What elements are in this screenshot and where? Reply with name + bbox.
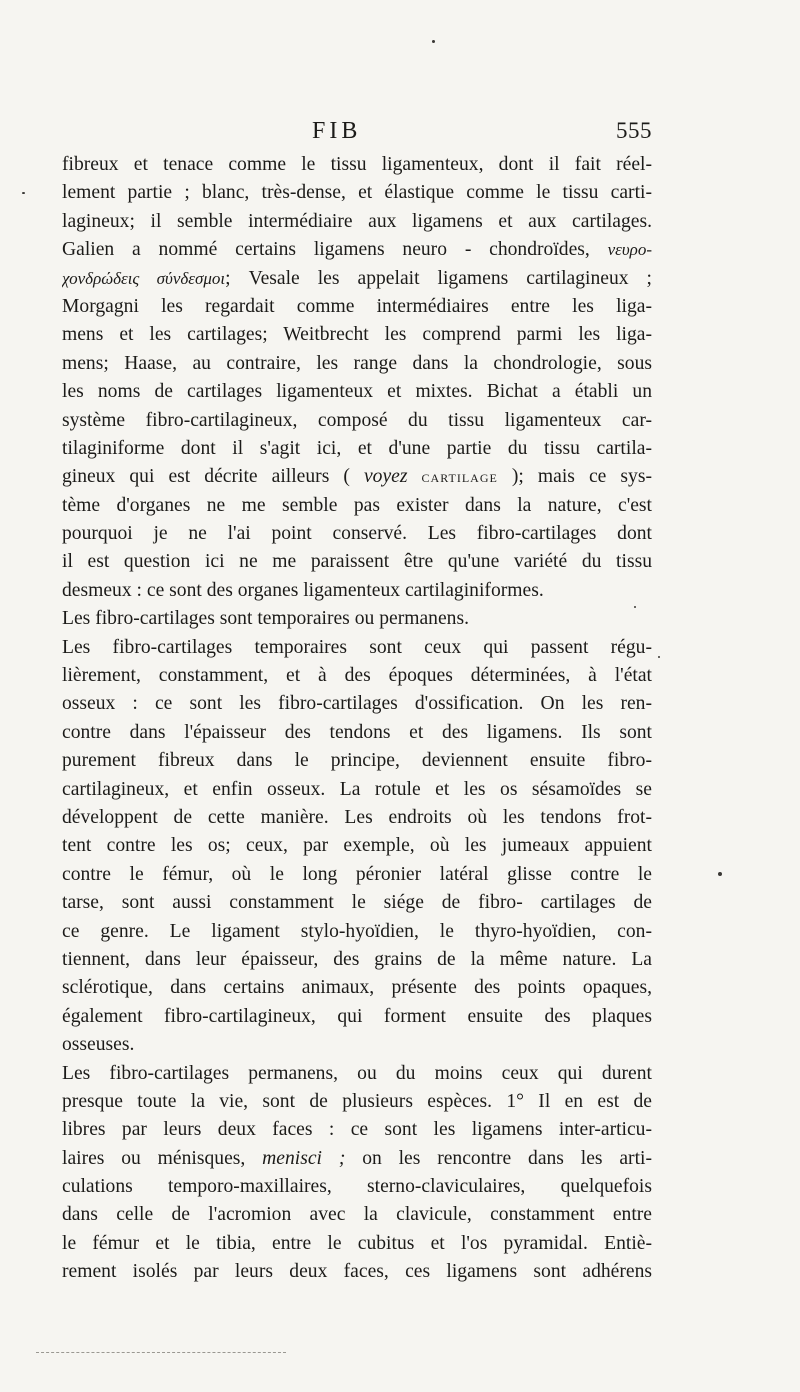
text-segment: libres par leurs deux faces : ce sont les ligamens inter-articu- <box>62 1119 652 1141</box>
text-segment: cartilage <box>421 467 498 487</box>
text-line <box>62 179 652 207</box>
text-segment: νευρο- <box>607 240 652 260</box>
text-line <box>62 1116 652 1144</box>
text-line <box>62 208 652 236</box>
text-line <box>62 435 652 463</box>
text-line <box>62 1088 652 1116</box>
text-line <box>62 407 652 435</box>
text-line <box>62 378 652 406</box>
page-number: 555 <box>616 118 652 143</box>
text-line <box>62 321 652 349</box>
text-segment: laires ou ménisques, <box>62 1147 263 1169</box>
text-segment: Les fibro-cartilages permanens, ou du moins ceux qui durent <box>62 1062 652 1084</box>
text-line <box>62 1201 652 1229</box>
text-segment: purement fibreux dans le principe, deviennent ensuite fibro- <box>62 750 652 772</box>
running-head: FIB <box>312 118 362 144</box>
text-segment: Galien a nommé certains ligamens neuro - chondroïdes, <box>62 239 608 261</box>
text-segment: tent contre les os; ceux, par exemple, où les jumeaux appuient <box>62 835 652 857</box>
text-segment: ; Vesale les appelait ligamens cartilagineux ; <box>225 267 652 289</box>
text-line <box>62 1173 652 1201</box>
text-line <box>62 634 652 662</box>
text-line <box>62 662 652 690</box>
text-segment: Les fibro-cartilages sont temporaires ou permanens. <box>62 608 469 630</box>
text-segment: cartilagineux, et enfin osseux. La rotule et les os sésamoïdes se <box>62 778 652 800</box>
text-line <box>62 1230 652 1258</box>
text-line <box>62 946 652 974</box>
text-segment: osseux : ce sont les fibro-cartilages d'ossification. On les ren- <box>62 693 652 715</box>
ink-speck <box>658 656 660 658</box>
ink-speck <box>22 192 25 194</box>
text-line <box>62 1060 652 1088</box>
text-line <box>62 265 652 293</box>
text-segment: tilaginiforme dont il s'agit ici, et d'une partie du tissu cartila- <box>62 437 652 459</box>
text-segment: il est question ici ne me paraissent être qu'une variété du tissu <box>62 551 652 573</box>
text-segment: lagineux; il semble intermédiaire aux ligamens et aux cartilages. <box>62 210 652 232</box>
text-line <box>62 719 652 747</box>
text-segment: sclérotique, dans certains animaux, présente des points opaques, <box>62 977 652 999</box>
text-line <box>62 293 652 321</box>
text-segment: contre dans l'épaisseur des tendons et des ligamens. Ils sont <box>62 721 652 743</box>
text-segment: tarse, sont aussi constamment le siége de fibro- cartilages de <box>62 892 652 914</box>
text-line <box>62 1003 652 1031</box>
scan-artifact-rule <box>36 1352 286 1353</box>
text-segment: presque toute la vie, sont de plusieurs espèces. 1° Il en est de <box>62 1090 652 1112</box>
text-line <box>62 577 652 605</box>
text-segment: développent de cette manière. Les endroits où les tendons frot- <box>62 806 652 828</box>
text-segment: culations temporo-maxillaires, sterno-claviculaires, quelquefois <box>62 1176 652 1198</box>
text-line <box>62 918 652 946</box>
text-line <box>62 492 652 520</box>
text-segment: contre le fémur, où le long péronier latéral glisse contre le <box>62 863 652 885</box>
text-segment: voyez <box>363 466 408 488</box>
page-header <box>62 118 652 154</box>
text-segment: desmeux : ce sont des organes ligamenteux cartilaginiformes. <box>62 579 544 601</box>
text-segment: on les rencontre dans les arti- <box>345 1147 652 1169</box>
text-segment: mens; Haase, au contraire, les range dans la chondrologie, sous <box>62 352 652 374</box>
text-segment: ); mais ce sys- <box>497 466 652 488</box>
text-line <box>62 1145 652 1173</box>
ink-speck <box>718 872 722 876</box>
text-segment: gineux qui est décrite ailleurs ( <box>62 466 364 488</box>
text-segment: système fibro-cartilagineux, composé du tissu ligamenteux car- <box>62 409 652 431</box>
text-line <box>62 747 652 775</box>
text-segment: χονδρώδεις σύνδεσμοι <box>62 268 226 288</box>
text-segment: le fémur et le tibia, entre le cubitus et l'os pyramidal. Entiè- <box>62 1232 652 1254</box>
text-line <box>62 1258 652 1286</box>
text-segment: fibreux et tenace comme le tissu ligamenteux, dont il fait réel- <box>62 154 652 175</box>
text-segment: les noms de cartilages ligamenteux et mixtes. Bichat a établi un <box>62 381 652 403</box>
text-line <box>62 861 652 889</box>
text-segment: mens et les cartilages; Weitbrecht les comprend parmi les liga- <box>62 324 652 346</box>
text-segment: lement partie ; blanc, très-dense, et élastique comme le tissu carti- <box>62 182 652 204</box>
text-line <box>62 520 652 548</box>
text-line <box>62 605 652 633</box>
text-line <box>62 350 652 378</box>
text-segment: également fibro-cartilagineux, qui forment ensuite des plaques <box>62 1005 652 1027</box>
text-line <box>62 832 652 860</box>
text-line <box>62 776 652 804</box>
text-segment: Morgagni les regardait comme intermédiaires entre les liga- <box>62 295 652 317</box>
text-segment: rement isolés par leurs deux faces, ces ligamens sont adhérens <box>62 1261 652 1283</box>
text-line <box>62 889 652 917</box>
text-segment: pourquoi je ne l'ai point conservé. Les fibro-cartilages dont <box>62 523 652 545</box>
text-line <box>62 974 652 1002</box>
text-segment: Les fibro-cartilages temporaires sont ceux qui passent régu- <box>62 636 652 658</box>
text-segment: ce genre. Le ligament stylo-hyoïdien, le thyro-hyoïdien, con- <box>62 920 652 942</box>
text-segment: tème d'organes ne me semble pas exister dans la nature, c'est <box>62 494 652 516</box>
text-line <box>62 151 652 179</box>
text-segment <box>407 466 421 487</box>
text-segment: dans celle de l'acromion avec la clavicule, constamment entre <box>62 1204 652 1226</box>
ink-speck <box>634 606 636 608</box>
text-segment: lièrement, constamment, et à des époques déterminées, à l'état <box>62 665 652 687</box>
text-segment: osseuses. <box>62 1034 135 1056</box>
text-line <box>62 236 652 264</box>
text-line <box>62 1031 652 1059</box>
text-segment: tiennent, dans leur épaisseur, des grains de la même nature. La <box>62 948 652 970</box>
text-line <box>62 690 652 718</box>
text-segment: menisci ; <box>262 1147 346 1169</box>
body-text <box>62 151 652 1287</box>
ink-speck <box>432 40 435 43</box>
text-line <box>62 804 652 832</box>
text-line <box>62 463 652 491</box>
text-line <box>62 548 652 576</box>
